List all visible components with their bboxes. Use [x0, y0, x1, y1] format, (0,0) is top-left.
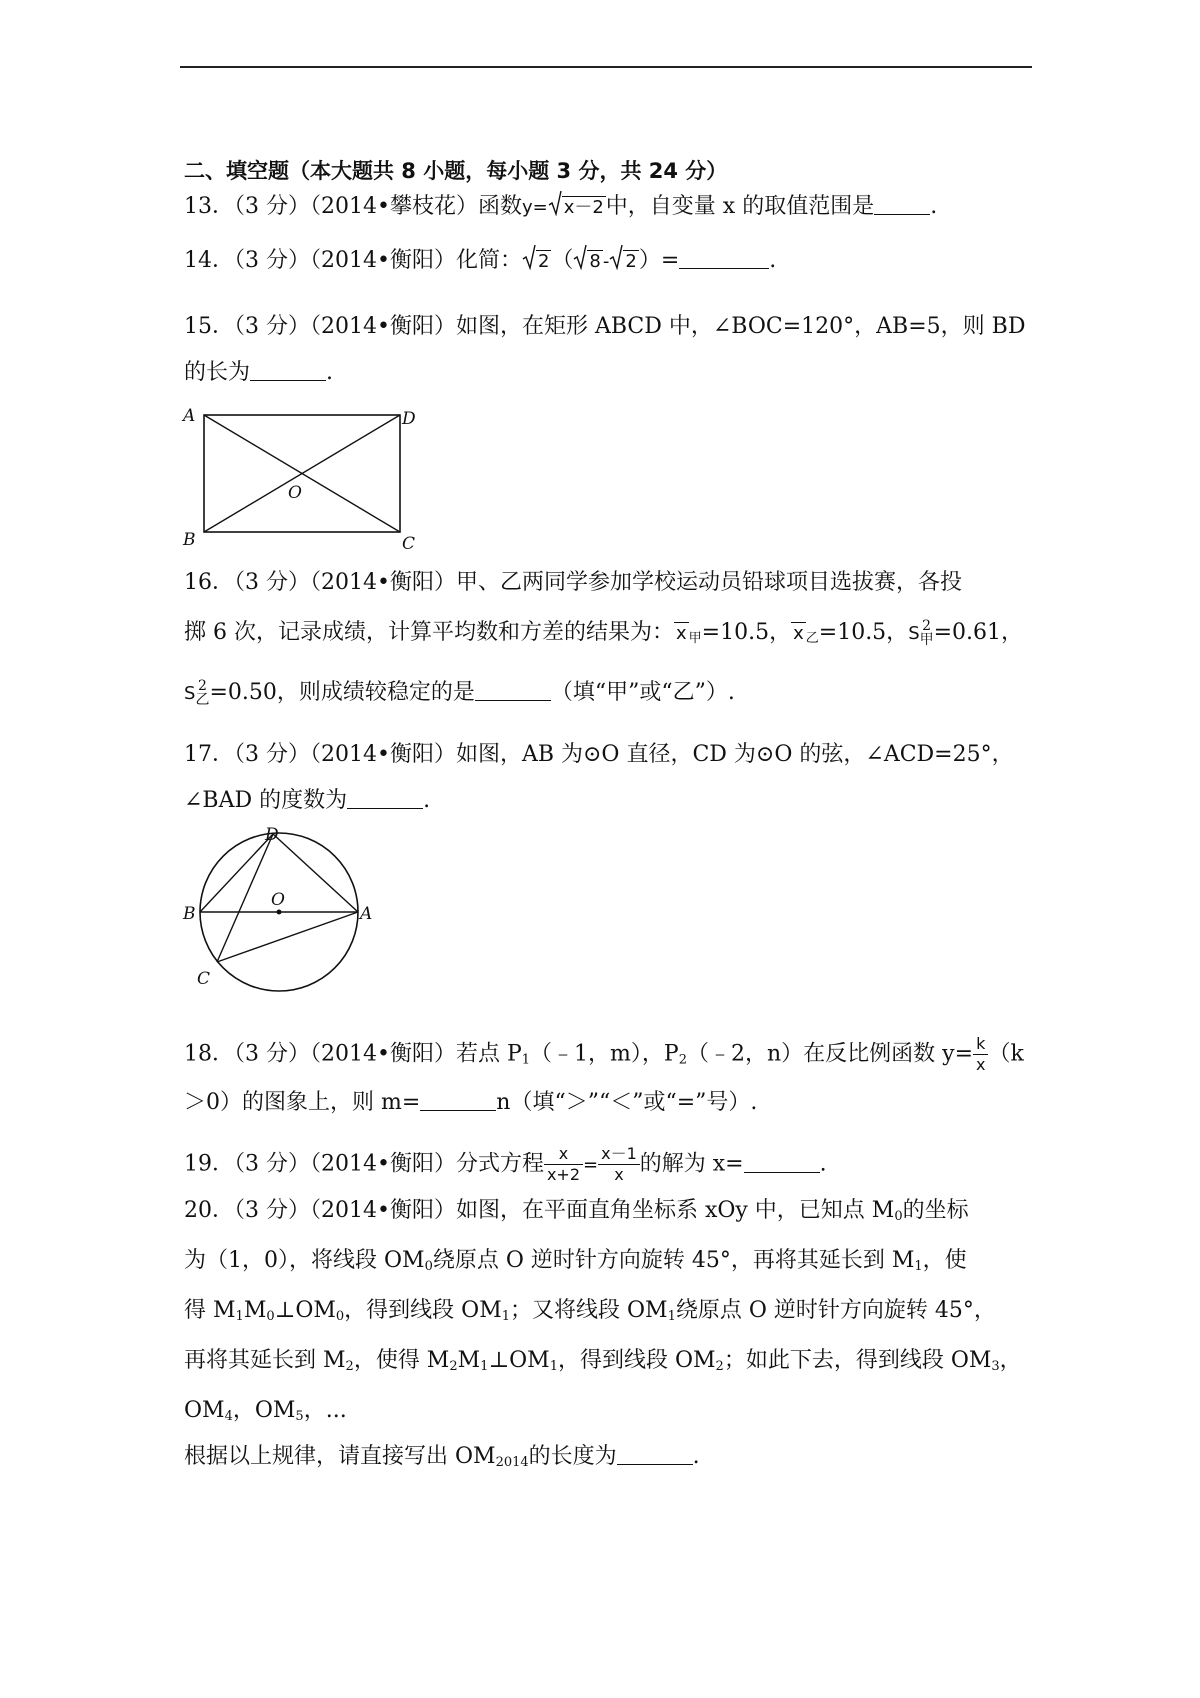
- answer-blank[interactable]: [420, 1088, 496, 1111]
- center-label-o: O: [271, 890, 285, 910]
- question-15-line1: 15．（3 分）（2014•衡阳）如图，在矩形 ABCD 中，∠BOC=120°，AB=5，则 BD: [184, 314, 1026, 339]
- question-16-line1: 16．（3 分）（2014•衡阳）甲、乙两同学参加学校运动员铅球项目选拔赛，各投: [184, 570, 962, 595]
- question-16-line3: S 2 乙 =0.50，则成绩较稳定的是 （填“甲”或“乙”）.: [184, 678, 735, 708]
- vertex-label-d: D: [402, 409, 416, 429]
- fraction-left: $\frac{x}{x+2}$: [544, 1144, 583, 1185]
- q13-formula: y= x－2: [522, 197, 606, 218]
- point-label-b: B: [183, 904, 196, 924]
- answer-blank[interactable]: [679, 246, 769, 269]
- fraction-right: $\frac{x-1}{x}$: [598, 1144, 640, 1185]
- vertex-label-a: A: [183, 406, 196, 426]
- point-label-c: C: [197, 969, 211, 989]
- answer-blank[interactable]: [744, 1150, 820, 1173]
- question-17-line1: 17．（3 分）（2014•衡阳）如图，AB 为⊙O 直径，CD 为⊙O 的弦，∠ACD=25°，: [184, 742, 1014, 767]
- answer-blank[interactable]: [874, 192, 930, 215]
- question-17-line2: ∠BAD 的度数为 .: [184, 788, 431, 813]
- question-16-line2: 掷 6 次，记录成绩，计算平均数和方差的结果为： x $_甲$=10.5， x $_乙$=10.5，S 2 甲 =0.61，: [184, 618, 1024, 648]
- center-label-o: O: [288, 483, 302, 503]
- question-18-line2: ＞0）的图象上，则 m= n（填“＞”“＜”或“=”号）.: [184, 1090, 758, 1115]
- radical-sign-icon: [573, 244, 587, 280]
- radical-sign-icon: [548, 190, 562, 226]
- question-18-line1: 18．（3 分）（2014•衡阳）若点 $P_1(﹣1$，m），$P_2(﹣2$，n）在反比例函数 y= $\frac{k}{x}$ （k: [184, 1034, 1024, 1074]
- header-rule: [180, 66, 1032, 68]
- fraction-k-over-x: $\frac{k}{x}$: [973, 1034, 988, 1075]
- vertex-label-b: B: [183, 530, 196, 550]
- point-label-a: A: [360, 904, 373, 924]
- question-13: 13．（3 分）（2014•攀枝花）函数y= x－2中，自变量 x 的取值范围是 .: [184, 190, 937, 226]
- question-20-line6: 根据以上规律，请直接写出 $OM_{2014}$的长度为 .: [184, 1444, 700, 1470]
- radical-sign-icon: [609, 244, 623, 280]
- answer-blank[interactable]: [475, 678, 551, 701]
- question-19: 19．（3 分）（2014•衡阳）分式方程 $\frac{x}{x+2}$ = $\frac{x-1}{x}$ 的解为 x= .: [184, 1144, 827, 1184]
- question-20-line5: $OM_4$，$OM_5$，...: [184, 1398, 347, 1424]
- answer-blank[interactable]: [250, 358, 326, 381]
- question-20-line1: 20．（3 分）（2014•衡阳）如图，在平面直角坐标系 xOy 中，已知点 $M_0$的坐标: [184, 1198, 969, 1224]
- answer-blank[interactable]: [347, 786, 423, 809]
- vertex-label-c: C: [402, 534, 416, 552]
- circle-figure: [180, 826, 380, 1006]
- point-label-d: D: [265, 826, 279, 845]
- radical-sign-icon: [522, 244, 536, 280]
- question-14: 14．（3 分）（2014•衡阳）化简： 2（ 8 - 2）= .: [184, 244, 776, 280]
- question-20-line4: 再将其延长到 $M_2$，使得 $M_2M_1\perp OM_1$，得到线段 $OM_2$；如此下去，得到线段 $OM_3$，: [184, 1348, 1022, 1374]
- answer-blank[interactable]: [617, 1442, 693, 1465]
- question-20-line2: 为（1，0），将线段 $OM_0$绕原点 O 逆时针方向旋转 45°，再将其延长到 $M_1$，使: [184, 1248, 967, 1274]
- rectangle-figure: [180, 402, 420, 552]
- question-15-line2: 的长为 .: [184, 360, 334, 385]
- question-20-line3: 得 $M_1M_0\perp OM_0$，得到线段 $OM_1$；又将线段 $OM_1$绕原点 O 逆时针方向旋转 45°，: [184, 1298, 996, 1324]
- section-title: 二、填空题（本大题共 8 小题，每小题 3 分，共 24 分）: [184, 159, 728, 183]
